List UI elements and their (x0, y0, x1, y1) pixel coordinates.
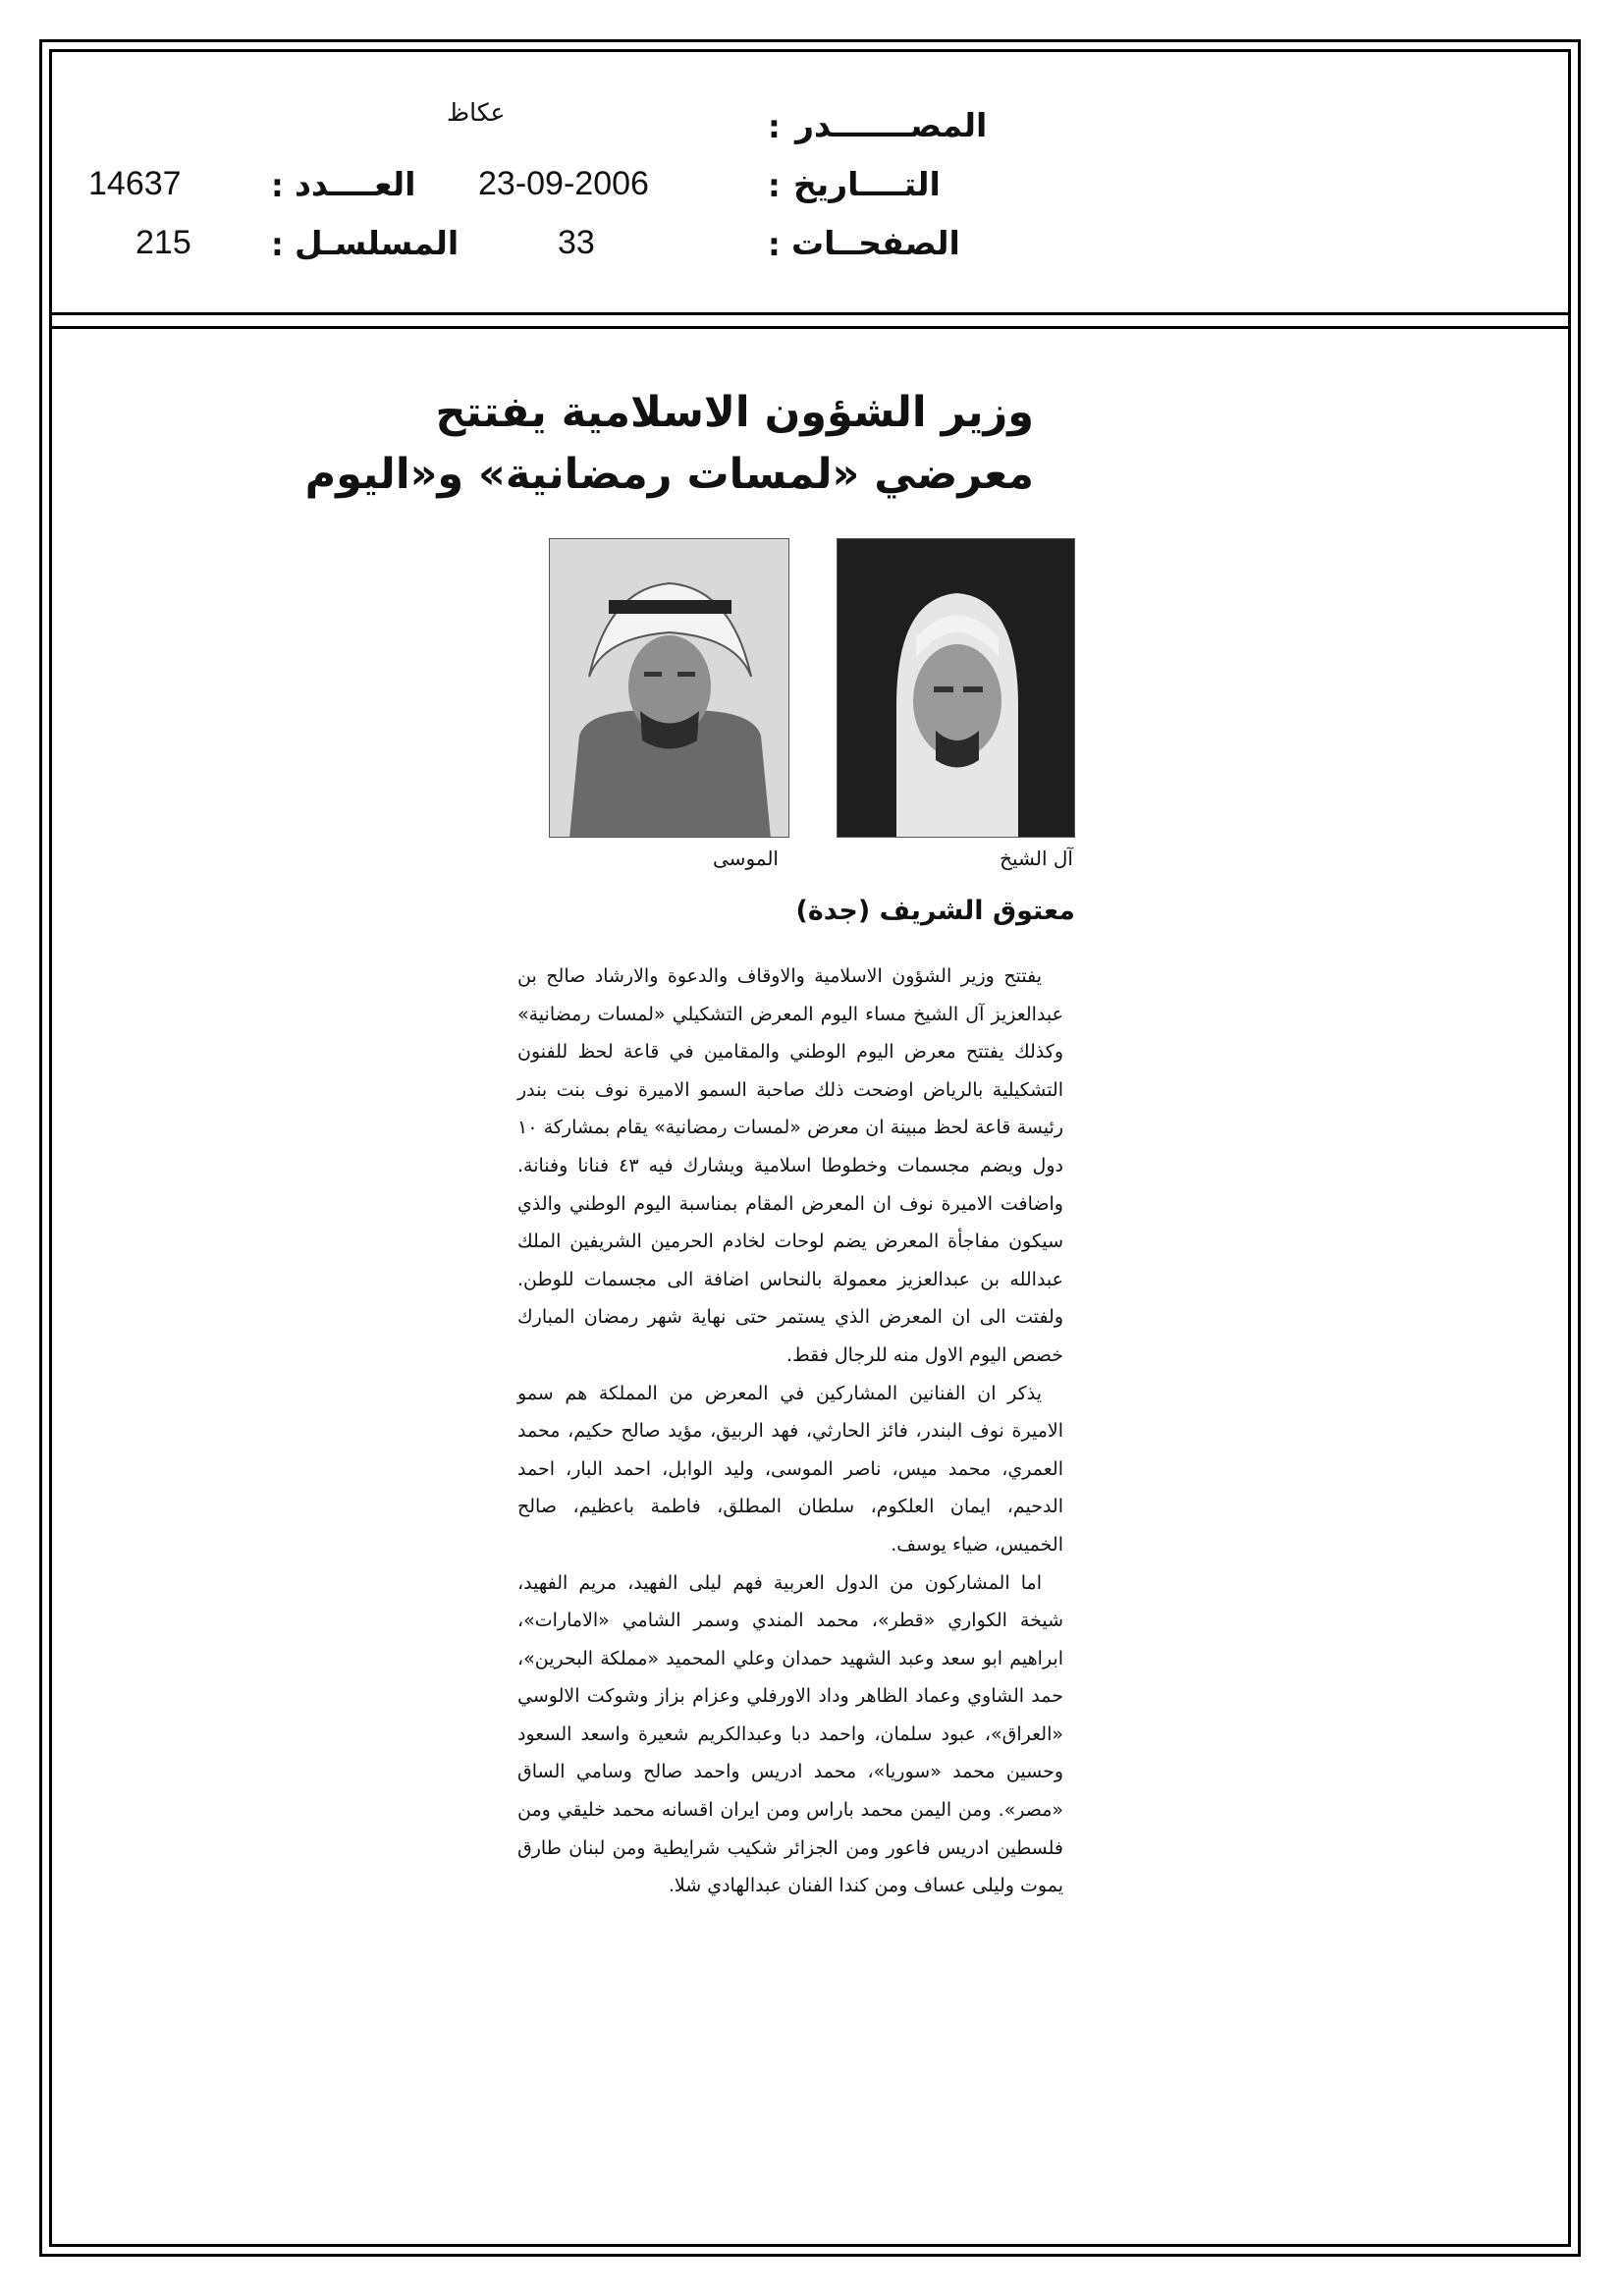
pages-label: الصفحــات (791, 224, 960, 262)
photo-caption-right: آل الشيخ (1000, 847, 1073, 870)
headline-line-2: معرضي «لمسات رمضانية» و«اليوم (304, 450, 1034, 499)
article-body (517, 957, 1063, 1905)
colon: : (768, 226, 781, 263)
issue-value: 14637 (88, 165, 182, 202)
colon: : (271, 226, 284, 263)
paragraph: يذكر ان الفنانين المشاركين في المعرض من المملكة هم سمو الاميرة نوف البندر، فائز الحارثي، فهد الربيق، مؤيد صالح حكيم، محمد العمري، محمد ميس، ناصر الموسى، وليد الوابل، احمد البار، احمد الدحيم، ايمان العلكوم، سلطان المطلق، فاطمة باعظيم، صالح الخميس، ضياء يوسف. (517, 1382, 1063, 1556)
source-value: عكاظ (447, 98, 506, 127)
photo-caption-left: الموسى (713, 847, 779, 870)
header-divider-double (49, 326, 1571, 329)
portrait-photo-left (549, 538, 789, 838)
pages-value: 33 (558, 224, 595, 261)
byline: معتوق الشريف (جدة) (795, 896, 1075, 926)
colon: : (768, 108, 781, 145)
serial-value: 215 (135, 224, 191, 261)
portrait-illustration (550, 539, 789, 838)
portrait-illustration (838, 539, 1075, 838)
portrait-photo-right (837, 538, 1075, 838)
date-value: 23-09-2006 (478, 165, 649, 202)
paragraph: اما المشاركون من الدول العربية فهم ليلى الفهيد، مريم الفهيد، شيخة الكواري «قطر»، محمد المندي وسمر الشامي «الامارات»، ابراهيم ابو سعد وعبد الشهيد حمدان وعلي المحميد «مملكة البحرين»، حمد الشاوي وعماد الظاهر وداد الاورفلي وعزام بزاز وشوكت الالوسي «العراق»، عبود سلمان، واحمد دبا وعبدالكريم شعيرة واسعد السعود وحسين محمد «سوريا»، محمد ادريس واحمد صالح وسامي الساق «مصر». ومن اليمن محمد باراس ومن ايران اقسانه محمد خليقي ومن فلسطين ادريس فاعور ومن الجزائر شكيب شرايطية ومن لبنان طارق يموت وليلى عساف ومن كندا الفنان عبدالهادي شلا. (517, 1571, 1063, 1897)
date-label: التــــاريخ (793, 165, 941, 203)
colon: : (271, 167, 284, 204)
issue-label: العــــدد (295, 165, 416, 203)
header-divider (49, 312, 1571, 315)
colon: : (768, 167, 781, 204)
serial-label: المسلسـل (295, 224, 460, 262)
paragraph: يفتتح وزير الشؤون الاسلامية والاوقاف والدعوة والارشاد صالح بن عبدالعزيز آل الشيخ مساء اليوم المعرض التشكيلي «لمسات رمضانية» وكذلك يفتتح معرض اليوم الوطني والمقامين في قاعة لحظ للفنون التشكيلية بالرياض اوضحت ذلك صاحبة السمو الاميرة نوف بنت بندر رئيسة قاعة لحظ مبينة ان معرض «لمسات رمضانية» يقام بمشاركة ١٠ دول ويضم مجسمات وخطوطا اسلامية ويشارك فيه ٤٣ فنانا وفنانة. واضافت الاميرة نوف ان المعرض المقام بمناسبة اليوم الوطني والذي سيكون مفاجأة المعرض يضم لوحات لخادم الحرمين الشريفين الملك عبدالله بن عبدالعزيز معمولة بالنحاس اضافة الى مجسمات للوطن. ولفتت الى ان المعرض الذي يستمر حتى نهاية شهر رمضان المبارك خصص اليوم الاول منه للرجال فقط. (517, 965, 1064, 1366)
source-label: المصـــــــدر (795, 106, 988, 144)
headline-line-1: وزير الشؤون الاسلامية يفتتح (435, 388, 1034, 437)
